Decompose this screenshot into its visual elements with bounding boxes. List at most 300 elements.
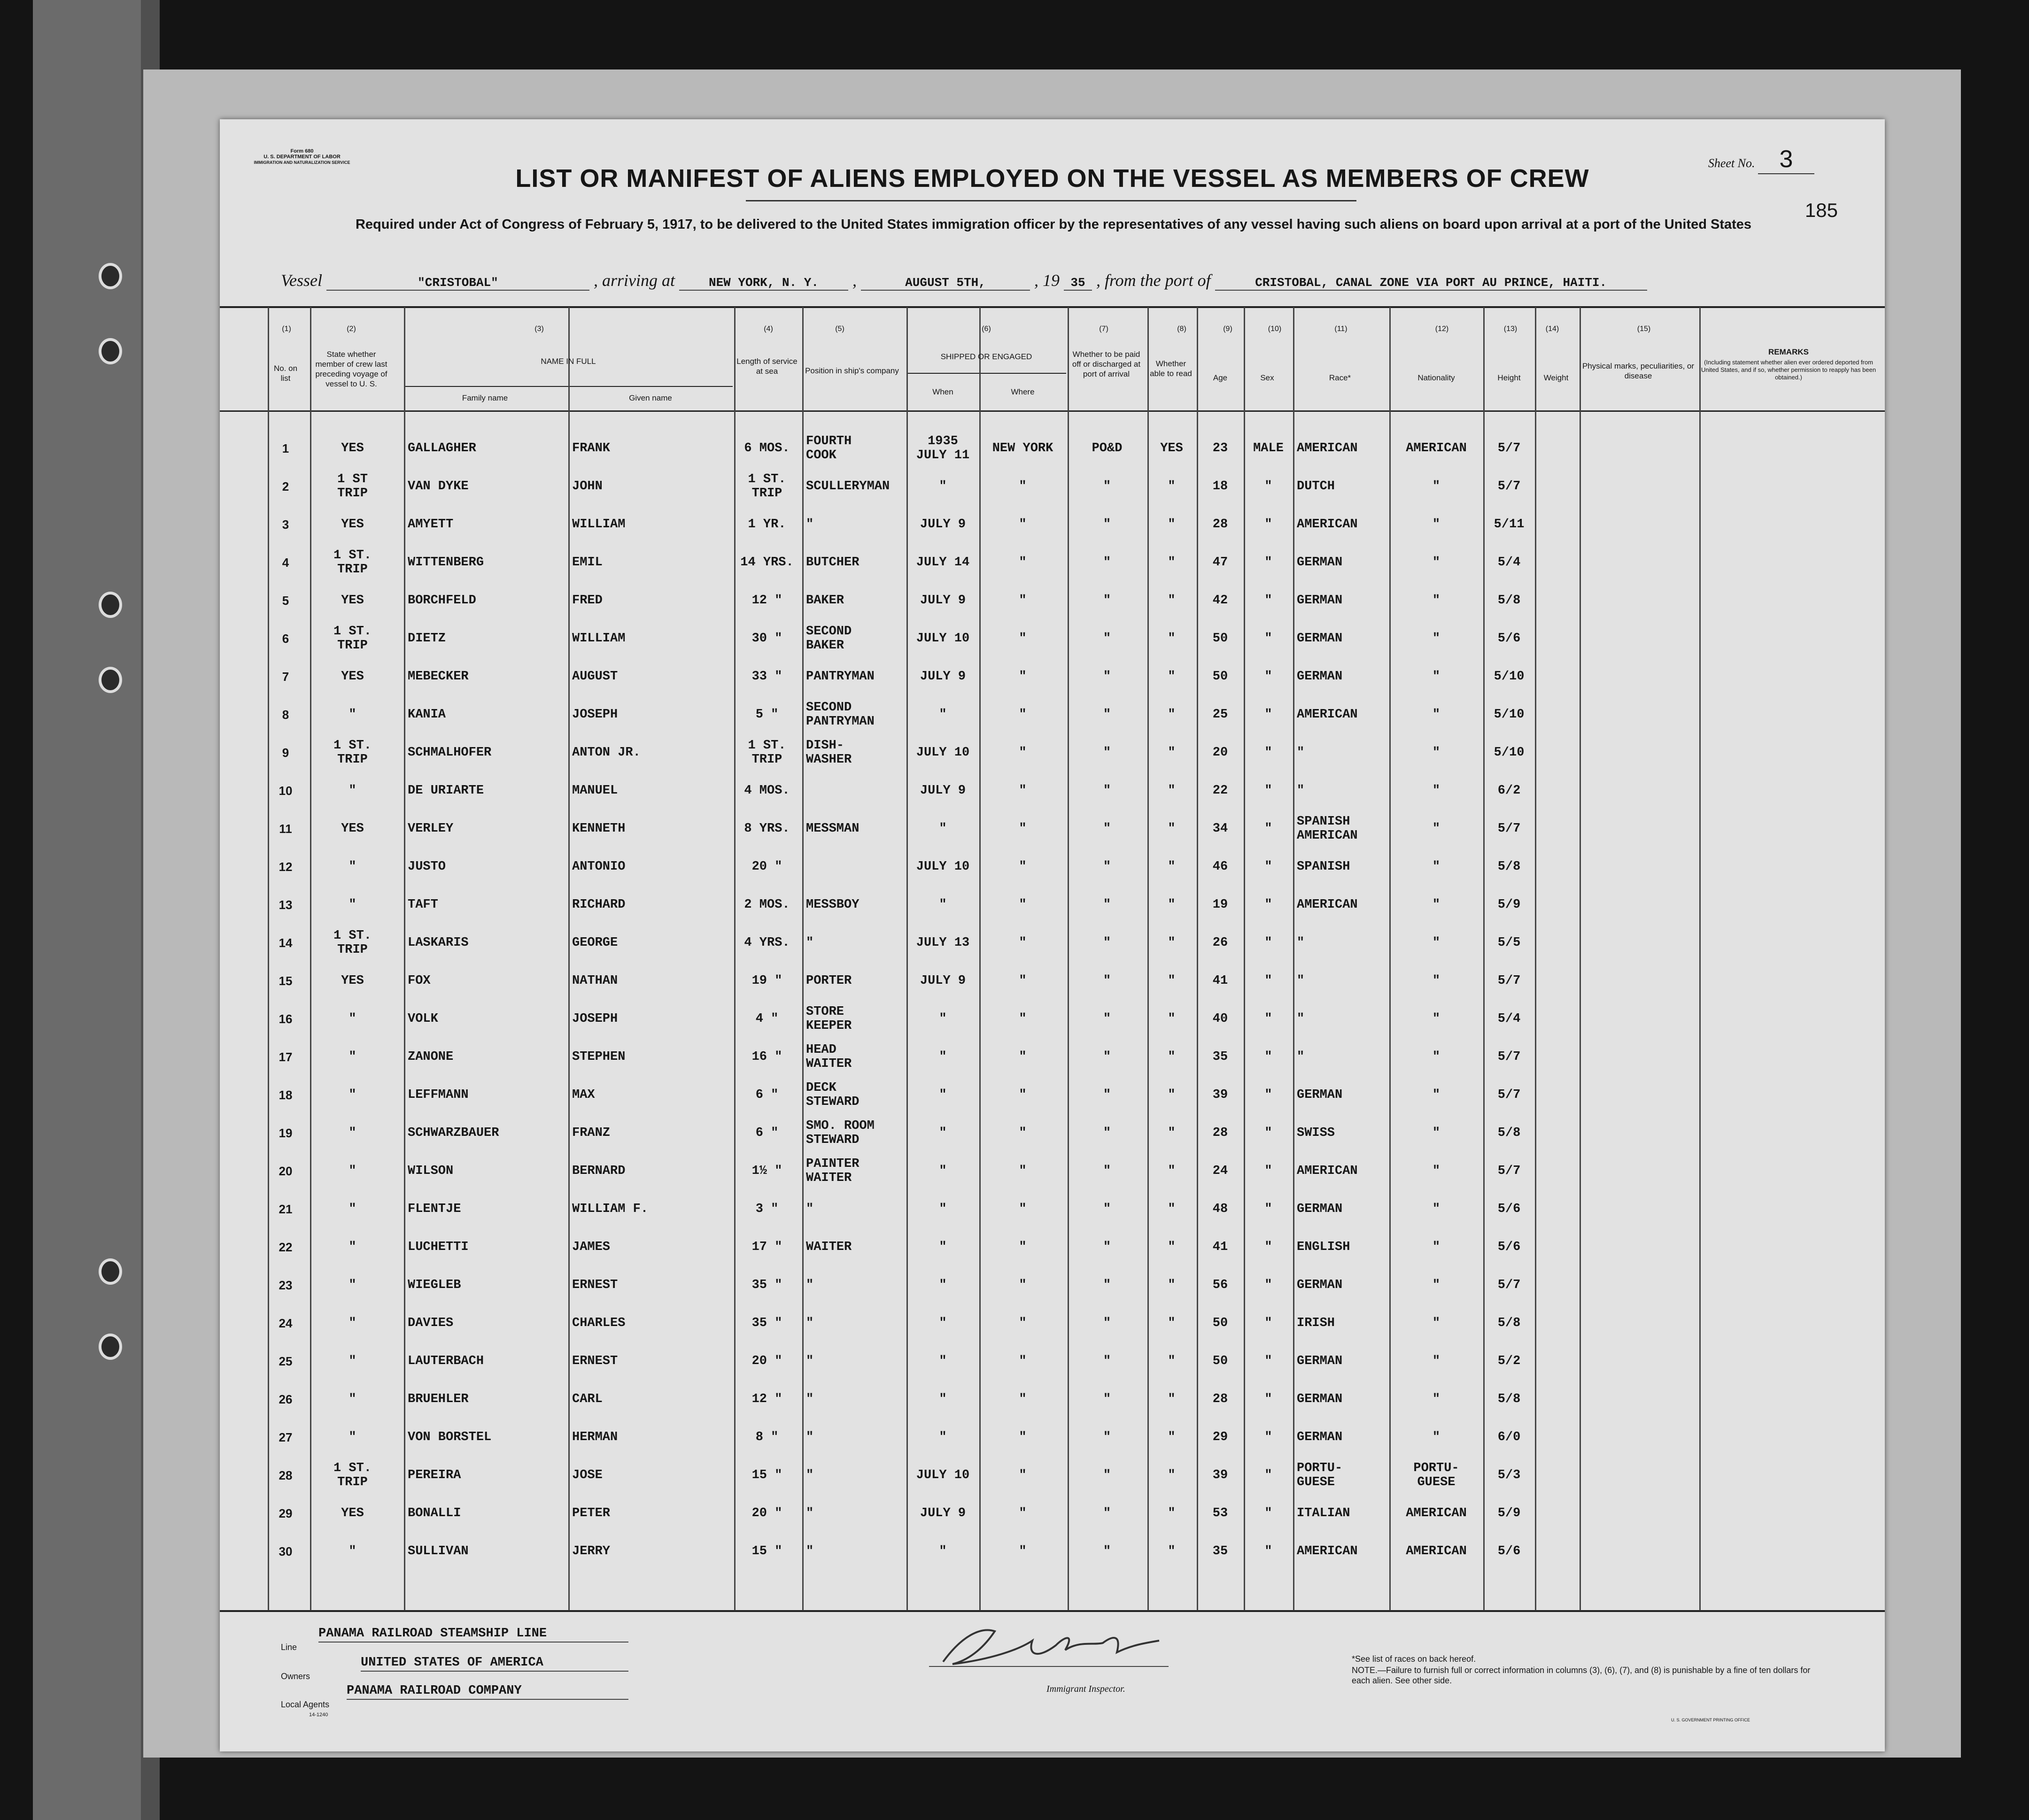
cell-height: 5/8: [1497, 1392, 1521, 1406]
cell-length: 20 ": [751, 859, 782, 874]
header-age: Age: [1213, 373, 1228, 382]
cell-when: ": [939, 1354, 947, 1368]
cell-race: GERMAN: [1297, 1087, 1343, 1102]
cell-when: ": [939, 1278, 947, 1292]
header-physical-marks: Physical marks, peculiarities, or disease: [1582, 362, 1695, 380]
cell-when: ": [939, 1240, 947, 1254]
cell-when: ": [939, 1011, 947, 1026]
cell-race: AMERICAN: [1297, 1544, 1358, 1558]
cell-state: 1 ST. TRIP: [333, 624, 372, 653]
cell-when: ": [939, 1087, 947, 1102]
cell-read: ": [1168, 593, 1176, 608]
cell-state: ": [348, 1354, 356, 1368]
header-height: Height: [1497, 373, 1521, 382]
cell-race: ": [1297, 935, 1305, 950]
table-row: [220, 1342, 1885, 1380]
cell-read: ": [1168, 479, 1176, 494]
binder-hole: [99, 592, 122, 618]
cell-age: 29: [1212, 1430, 1228, 1444]
cell-family: MEBECKER: [408, 669, 469, 684]
cell-no: 26: [279, 1392, 293, 1406]
cell-age: 23: [1212, 441, 1228, 455]
col-num-4: (4): [764, 325, 773, 333]
cell-where: ": [1019, 1468, 1027, 1482]
header-able-read: Whether able to read: [1150, 359, 1192, 378]
cell-family: KANIA: [408, 707, 446, 722]
cell-when: ": [939, 1392, 947, 1406]
cell-height: 5/10: [1494, 669, 1525, 684]
cell-race: GERMAN: [1297, 669, 1343, 684]
owners-value: UNITED STATES OF AMERICA: [361, 1656, 628, 1672]
cell-position: SCULLERYMAN: [806, 479, 890, 494]
cell-nationality: ": [1432, 1011, 1440, 1026]
cell-nationality: ": [1432, 517, 1440, 532]
header-where: Where: [1011, 387, 1035, 396]
cell-nationality: AMERICAN: [1406, 441, 1467, 455]
cell-given: CARL: [572, 1392, 603, 1406]
cell-length: 1½ ": [751, 1164, 782, 1178]
cell-race: SPANISH: [1297, 859, 1350, 874]
form-number: Form 680: [290, 148, 314, 154]
cell-read: ": [1168, 555, 1176, 570]
cell-no: 7: [282, 669, 289, 684]
cell-when: ": [939, 707, 947, 722]
cell-length: 1 ST. TRIP: [748, 738, 786, 767]
cell-sex: ": [1264, 897, 1272, 912]
cell-given: ERNEST: [572, 1354, 618, 1368]
cell-sex: ": [1264, 1164, 1272, 1178]
line-value: PANAMA RAILROAD STEAMSHIP LINE: [318, 1627, 628, 1643]
cell-nationality: ": [1432, 1354, 1440, 1368]
header-name-in-full: NAME IN FULL: [541, 357, 596, 366]
cell-family: PEREIRA: [408, 1468, 461, 1482]
cell-given: RICHARD: [572, 897, 626, 912]
table-row: [220, 924, 1885, 962]
table-top-border: [220, 306, 1885, 308]
cell-no: 19: [279, 1126, 293, 1140]
cell-position: ": [806, 1506, 814, 1520]
cell-height: 5/9: [1497, 897, 1521, 912]
cell-read: ": [1168, 1392, 1176, 1406]
cell-nationality: AMERICAN: [1406, 1544, 1467, 1558]
cell-given: JOSE: [572, 1468, 603, 1482]
cell-when: JULY 13: [916, 935, 970, 950]
cell-read: ": [1168, 745, 1176, 760]
cell-no: 13: [279, 897, 293, 912]
table-row: [220, 1190, 1885, 1228]
cell-where: ": [1019, 1506, 1027, 1520]
cell-age: 39: [1212, 1087, 1228, 1102]
cell-nationality: ": [1432, 1316, 1440, 1330]
cell-height: 5/7: [1497, 821, 1521, 836]
cell-length: 4 YRS.: [744, 935, 790, 950]
cell-paid: PO&D: [1092, 441, 1123, 455]
table-row: [220, 581, 1885, 619]
table-row: [220, 1000, 1885, 1038]
table-row: [220, 1076, 1885, 1114]
cell-position: SECOND BAKER: [806, 624, 852, 653]
cell-no: 3: [282, 517, 289, 532]
manifest-page: [220, 119, 1885, 1751]
sheet-label: Sheet No.: [1708, 156, 1755, 170]
cell-given: JERRY: [572, 1544, 611, 1558]
cell-read: ": [1168, 1316, 1176, 1330]
cell-no: 8: [282, 707, 289, 722]
cell-race: AMERICAN: [1297, 517, 1358, 532]
cell-sex: ": [1264, 669, 1272, 684]
cell-read: ": [1168, 783, 1176, 798]
cell-race: ": [1297, 783, 1305, 798]
cell-where: NEW YORK: [992, 441, 1053, 455]
cell-where: ": [1019, 783, 1027, 798]
cell-length: 33 ": [751, 669, 782, 684]
cell-when: JULY 14: [916, 555, 970, 570]
cell-family: AMYETT: [408, 517, 454, 532]
table-row: [220, 1418, 1885, 1456]
cell-no: 14: [279, 935, 293, 950]
cell-position: ": [806, 517, 814, 532]
binder-hole: [99, 1258, 122, 1285]
cell-paid: ": [1103, 1430, 1111, 1444]
cell-state: 1 ST. TRIP: [333, 928, 372, 957]
cell-paid: ": [1103, 1316, 1111, 1330]
header-race: Race*: [1329, 373, 1351, 382]
arrival-date: AUGUST 5TH,: [861, 276, 1030, 291]
cell-no: 5: [282, 593, 289, 608]
cell-paid: ": [1103, 935, 1111, 950]
cell-read: ": [1168, 1278, 1176, 1292]
cell-position: ": [806, 1354, 814, 1368]
cell-where: ": [1019, 1202, 1027, 1216]
cell-height: 5/6: [1497, 1544, 1521, 1558]
cell-no: 1: [282, 441, 289, 455]
col-num-6: (6): [982, 325, 991, 333]
vessel-label: Vessel: [281, 271, 322, 290]
table-row: [220, 1266, 1885, 1304]
cell-state: ": [348, 1049, 356, 1064]
cell-age: 28: [1212, 1392, 1228, 1406]
cell-sex: ": [1264, 859, 1272, 874]
header-remarks: REMARKS: [1768, 347, 1809, 356]
cell-height: 5/7: [1497, 479, 1521, 494]
cell-state: ": [348, 897, 356, 912]
cell-given: JOSEPH: [572, 1011, 618, 1026]
cell-no: 24: [279, 1316, 293, 1330]
cell-when: ": [939, 1544, 947, 1558]
cell-age: 53: [1212, 1506, 1228, 1520]
cell-no: 20: [279, 1164, 293, 1178]
cell-height: 5/11: [1494, 517, 1525, 532]
cell-state: ": [348, 859, 356, 874]
cell-sex: ": [1264, 935, 1272, 950]
cell-height: 5/8: [1497, 1126, 1521, 1140]
cell-sex: ": [1264, 517, 1272, 532]
cell-family: BRUEHLER: [408, 1392, 469, 1406]
cell-race: SWISS: [1297, 1126, 1335, 1140]
cell-read: ": [1168, 1049, 1176, 1064]
cell-where: ": [1019, 1049, 1027, 1064]
cell-paid: ": [1103, 745, 1111, 760]
cell-nationality: ": [1432, 1164, 1440, 1178]
cell-position: ": [806, 1468, 814, 1482]
cell-length: 20 ": [751, 1354, 782, 1368]
cell-position: MESSMAN: [806, 821, 860, 836]
cell-position: BAKER: [806, 593, 844, 608]
cell-read: ": [1168, 821, 1176, 836]
cell-race: GERMAN: [1297, 1354, 1343, 1368]
cell-where: ": [1019, 1126, 1027, 1140]
cell-state: ": [348, 1278, 356, 1292]
cell-state: ": [348, 1202, 356, 1216]
cell-height: 5/7: [1497, 1049, 1521, 1064]
cell-length: 8 ": [755, 1430, 779, 1444]
cell-sex: ": [1264, 479, 1272, 494]
table-row: [220, 1304, 1885, 1342]
header-nationality: Nationality: [1417, 373, 1455, 382]
table-row: [220, 1228, 1885, 1266]
cell-where: ": [1019, 1164, 1027, 1178]
cell-age: 28: [1212, 517, 1228, 532]
cell-sex: ": [1264, 555, 1272, 570]
cell-length: 1 ST. TRIP: [748, 472, 786, 501]
cell-paid: ": [1103, 1544, 1111, 1558]
cell-race: ITALIAN: [1297, 1506, 1350, 1520]
cell-state: ": [348, 1544, 356, 1558]
cell-when: JULY 9: [920, 669, 966, 684]
cell-state: ": [348, 1430, 356, 1444]
cell-age: 35: [1212, 1049, 1228, 1064]
cell-position: MESSBOY: [806, 897, 860, 912]
cell-read: ": [1168, 517, 1176, 532]
cell-when: JULY 9: [920, 973, 966, 988]
cell-nationality: ": [1432, 1392, 1440, 1406]
cell-state: 1 ST. TRIP: [333, 738, 372, 767]
cell-race: GERMAN: [1297, 1392, 1343, 1406]
cell-read: ": [1168, 669, 1176, 684]
cell-length: 4 MOS.: [744, 783, 790, 798]
cell-length: 12 ": [751, 593, 782, 608]
cell-nationality: ": [1432, 821, 1440, 836]
cell-given: MAX: [572, 1087, 595, 1102]
cell-height: 5/8: [1497, 593, 1521, 608]
table-row: [220, 1038, 1885, 1076]
cell-age: 50: [1212, 669, 1228, 684]
cell-height: 5/4: [1497, 555, 1521, 570]
cell-when: ": [939, 897, 947, 912]
cell-nationality: ": [1432, 1049, 1440, 1064]
cell-height: 5/8: [1497, 1316, 1521, 1330]
table-row: [220, 505, 1885, 543]
cell-state: ": [348, 783, 356, 798]
cell-nationality: ": [1432, 1278, 1440, 1292]
cell-given: FRED: [572, 593, 603, 608]
cell-no: 17: [279, 1049, 293, 1064]
table-row: [220, 1532, 1885, 1570]
inspector-signature: [924, 1617, 1187, 1678]
cell-age: 56: [1212, 1278, 1228, 1292]
cell-no: 25: [279, 1354, 293, 1368]
table-row: [220, 657, 1885, 695]
table-row: [220, 1114, 1885, 1152]
cell-read: ": [1168, 1354, 1176, 1368]
cell-age: 25: [1212, 707, 1228, 722]
title-underline: [746, 200, 1356, 201]
printer-note: U. S. GOVERNMENT PRINTING OFFICE: [1671, 1718, 1750, 1722]
table-row: [220, 886, 1885, 924]
cell-height: 5/6: [1497, 1202, 1521, 1216]
cell-given: JOSEPH: [572, 707, 618, 722]
cell-height: 5/10: [1494, 745, 1525, 760]
cell-family: DE URIARTE: [408, 783, 484, 798]
cell-age: 47: [1212, 555, 1228, 570]
cell-height: 5/9: [1497, 1506, 1521, 1520]
cell-position: ": [806, 1278, 814, 1292]
table-row: [220, 1494, 1885, 1532]
cell-age: 41: [1212, 973, 1228, 988]
cell-read: YES: [1160, 441, 1183, 455]
cell-paid: ": [1103, 859, 1111, 874]
cell-position: DECK STEWARD: [806, 1080, 860, 1109]
cell-family: VON BORSTEL: [408, 1430, 492, 1444]
header-remarks-detail: (Including statement whether alien ever ordered deported from United States, and if so, whether permission to reapply has been obtained.): [1701, 359, 1876, 381]
cell-length: 4 ": [755, 1011, 779, 1026]
cell-where: ": [1019, 859, 1027, 874]
cell-race: SPANISH AMERICAN: [1297, 814, 1358, 843]
header-given-name: Given name: [629, 393, 672, 402]
cell-when: ": [939, 1126, 947, 1140]
cell-height: 5/7: [1497, 1164, 1521, 1178]
cell-sex: ": [1264, 1354, 1272, 1368]
cell-age: 18: [1212, 479, 1228, 494]
cell-paid: ": [1103, 973, 1111, 988]
cell-position: PORTER: [806, 973, 852, 988]
cell-family: WIEGLEB: [408, 1278, 461, 1292]
cell-race: GERMAN: [1297, 1430, 1343, 1444]
cell-nationality: ": [1432, 1430, 1440, 1444]
arriving-port: NEW YORK, N. Y.: [679, 276, 848, 291]
cell-age: 28: [1212, 1126, 1228, 1140]
cell-when: ": [939, 1316, 947, 1330]
cell-state: ": [348, 1164, 356, 1178]
cell-length: 15 ": [751, 1544, 782, 1558]
page-title: LIST OR MANIFEST OF ALIENS EMPLOYED ON THE VESSEL AS MEMBERS OF CREW: [515, 164, 1589, 193]
cell-paid: ": [1103, 479, 1111, 494]
table-row: [220, 1456, 1885, 1494]
cell-sex: ": [1264, 1278, 1272, 1292]
cell-length: 30 ": [751, 631, 782, 646]
cell-family: LEFFMANN: [408, 1087, 469, 1102]
cell-when: ": [939, 1164, 947, 1178]
cell-height: 5/8: [1497, 859, 1521, 874]
cell-given: NATHAN: [572, 973, 618, 988]
service-name: IMMIGRATION AND NATURALIZATION SERVICE: [254, 160, 350, 165]
line-label: Line: [281, 1643, 297, 1652]
cell-no: 23: [279, 1278, 293, 1292]
header-shipped-engaged: SHIPPED OR ENGAGED: [940, 352, 1032, 361]
vessel-line: Vessel "CRISTOBAL" , arriving at NEW YORK, N. Y. , AUGUST 5TH, , 19 35 , from the port of CRISTOBAL, CANAL ZONE VIA PORT AU PRINCE, HAITI.: [281, 270, 1878, 291]
cell-no: 30: [279, 1544, 293, 1558]
cell-given: KENNETH: [572, 821, 626, 836]
cell-paid: ": [1103, 1202, 1111, 1216]
cell-nationality: ": [1432, 1126, 1440, 1140]
cell-nationality: ": [1432, 593, 1440, 608]
cell-sex: ": [1264, 1049, 1272, 1064]
col-num-3: (3): [534, 325, 544, 333]
cell-nationality: ": [1432, 859, 1440, 874]
cell-paid: ": [1103, 669, 1111, 684]
arriving-label: , arriving at: [593, 271, 675, 290]
cell-read: ": [1168, 1011, 1176, 1026]
cell-age: 48: [1212, 1202, 1228, 1216]
races-note: *See list of races on back hereof.: [1352, 1654, 1476, 1664]
cell-paid: ": [1103, 1126, 1111, 1140]
cell-age: 20: [1212, 745, 1228, 760]
cell-paid: ": [1103, 1506, 1111, 1520]
cell-position: PANTRYMAN: [806, 669, 875, 684]
cell-sex: ": [1264, 1126, 1272, 1140]
cell-where: ": [1019, 707, 1027, 722]
col-num-7: (7): [1099, 325, 1108, 333]
cell-length: 35 ": [751, 1316, 782, 1330]
cell-length: 5 ": [755, 707, 779, 722]
cell-length: 14 YRS.: [740, 555, 794, 570]
cell-where: ": [1019, 745, 1027, 760]
cell-height: 5/3: [1497, 1468, 1521, 1482]
cell-read: ": [1168, 1126, 1176, 1140]
header-length-service: Length of service at sea: [736, 357, 798, 376]
cell-state: YES: [341, 593, 364, 608]
cell-length: 20 ": [751, 1506, 782, 1520]
cell-when: ": [939, 1430, 947, 1444]
cell-state: 1 ST. TRIP: [333, 1461, 372, 1489]
cell-read: ": [1168, 1506, 1176, 1520]
cell-race: ": [1297, 1049, 1305, 1064]
cell-position: [802, 771, 910, 810]
cell-family: VAN DYKE: [408, 479, 469, 494]
cell-when: JULY 10: [916, 745, 970, 760]
cell-where: ": [1019, 593, 1027, 608]
cell-no: 12: [279, 859, 293, 874]
cell-state: YES: [341, 669, 364, 684]
cell-length: 15 ": [751, 1468, 782, 1482]
cell-no: 21: [279, 1202, 293, 1216]
cell-position: SECOND PANTRYMAN: [806, 700, 875, 729]
cell-family: JUSTO: [408, 859, 446, 874]
cell-position: WAITER: [806, 1240, 852, 1254]
cell-read: ": [1168, 1202, 1176, 1216]
cell-state: 1 ST TRIP: [337, 472, 368, 501]
cell-paid: ": [1103, 707, 1111, 722]
cell-family: TAFT: [408, 897, 438, 912]
inspector-label: Immigrant Inspector.: [1046, 1684, 1125, 1694]
binder-hole: [99, 1334, 122, 1360]
table-row: [220, 733, 1885, 771]
cell-state: YES: [341, 517, 364, 532]
cell-family: SCHWARZBAUER: [408, 1126, 499, 1140]
cell-when: ": [939, 1202, 947, 1216]
col-num-12: (12): [1435, 325, 1449, 333]
cell-race: ENGLISH: [1297, 1240, 1350, 1254]
cell-length: 6 MOS.: [744, 441, 790, 455]
cell-family: VERLEY: [408, 821, 454, 836]
cell-age: 34: [1212, 821, 1228, 836]
cell-no: 16: [279, 1011, 293, 1026]
cell-when: JULY 9: [920, 1506, 966, 1520]
cell-where: ": [1019, 1430, 1027, 1444]
cell-state: ": [348, 1240, 356, 1254]
cell-where: ": [1019, 1278, 1027, 1292]
cell-given: HERMAN: [572, 1430, 618, 1444]
